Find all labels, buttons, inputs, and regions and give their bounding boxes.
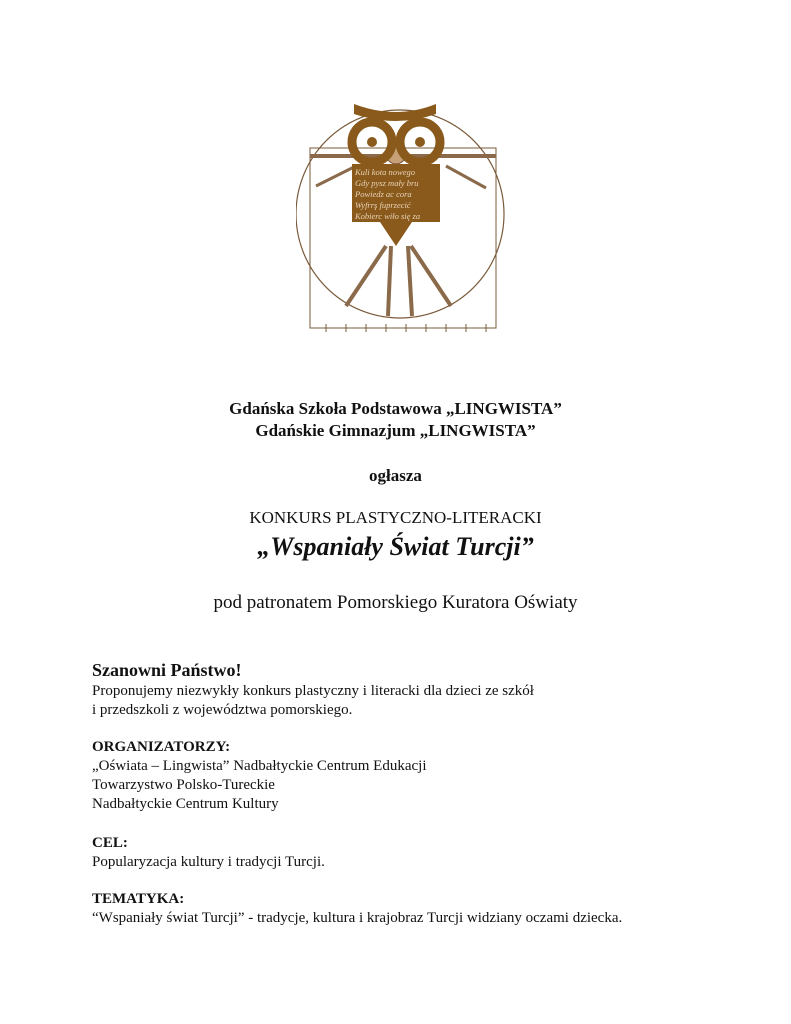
school-names (0, 398, 791, 442)
contest-type: KONKURS PLASTYCZNO-LITERACKI (249, 508, 542, 527)
logo (296, 96, 518, 346)
organizers-title: ORGANIZATORZY: (92, 739, 231, 755)
greeting-section (92, 658, 700, 720)
theme-text: “Wspaniały świat Turcji” - tradycje, kultura i krajobraz Turcji widziany oczami dziecka. (92, 910, 623, 926)
organizer-item: Towarzystwo Polsko-Tureckie (92, 777, 275, 793)
vitruvian-owl-logo-icon (296, 96, 518, 346)
logo-overlay-line: Powiedz ac cora (355, 189, 412, 199)
greeting-title: Szanowni Państwo! (92, 660, 242, 680)
organizers-section (92, 738, 700, 814)
goal-title: CEL: (92, 835, 128, 851)
school-line-1: Gdańska Szkoła Podstawowa „LINGWISTA” (229, 399, 562, 418)
organizer-item: „Oświata – Lingwista” Nadbałtyckie Centrum Edukacji (92, 758, 427, 774)
organizer-item: Nadbałtyckie Centrum Kultury (92, 796, 279, 812)
contest-title: „Wspaniały Świat Turcji” (257, 532, 534, 561)
goal-section (92, 834, 700, 872)
theme-title: TEMATYKA: (92, 891, 185, 907)
logo-overlay-line: Kuli kota nowego (355, 167, 415, 177)
greeting-body-line-2: i przedszkoli z województwa pomorskiego. (92, 702, 353, 718)
patronage-text: pod patronatem Pomorskiego Kuratora Oświaty (213, 592, 578, 613)
announces-text: ogłasza (369, 466, 422, 485)
logo-overlay-line: Wyfrrş fuprzecić (355, 200, 411, 210)
greeting-body-line-1: Proponujemy niezwykły konkurs plastyczny i literacki dla dzieci ze szkół (92, 683, 534, 699)
goal-text: Popularyzacja kultury i tradycji Turcji. (92, 854, 325, 870)
logo-overlay-line: Kobierc wiło się za (355, 211, 421, 221)
theme-section (92, 890, 700, 928)
logo-overlay-line: Gdy pysz mały bru (355, 178, 419, 188)
school-line-2: Gdańskie Gimnazjum „LINGWISTA” (255, 421, 536, 440)
